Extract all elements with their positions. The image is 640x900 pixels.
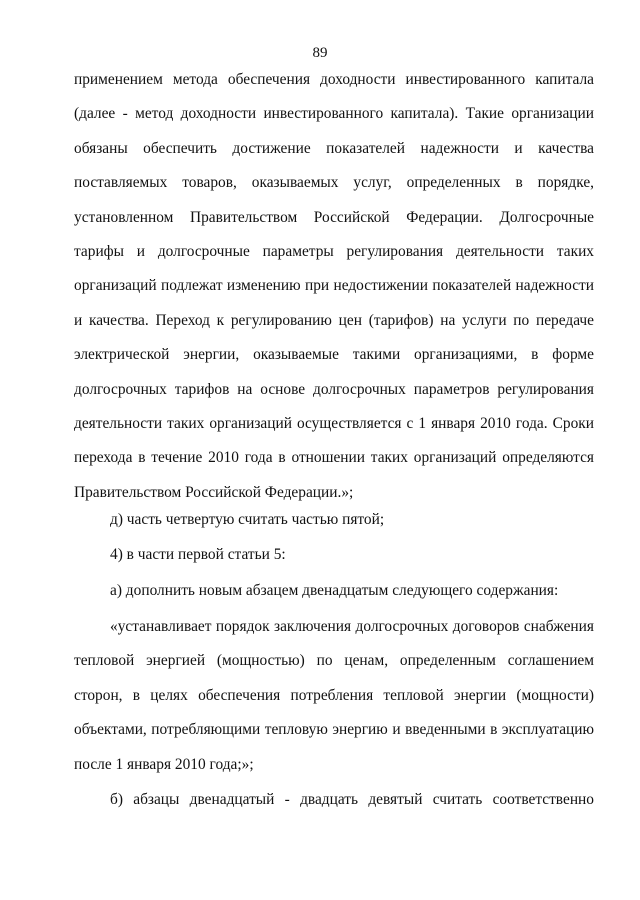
paragraph-continuation: применением метода обеспечения доходности инвестированного капитала (далее - метод доходности инвестированного капитала). Такие организации обязаны обеспечить достижение показателей надежности и качества поставляемых товаров, оказываемых услуг, определенных в порядке, установленном Правительством Российской Федерации. Долгосрочные тарифы и долгосрочные параметры регулирования деятельности таких организаций подлежат изменению при недостижении показателей надежности и качества. Переход к регулированию цен (тарифов) на услуги по передаче электрической энергии, оказываемые такими организациями, в форме долгосрочных тарифов на основе долгосрочных параметров регулирования деятельности таких организаций осуществляется с 1 января 2010 года. Сроки перехода в течение 2010 года в отношении таких организаций определяются Правительством Российской Федерации.»; (74, 71, 594, 501)
paragraph-item-d: д) часть четвертую считать частью пятой; (110, 511, 385, 528)
paragraph-item-b: б) абзацы двенадцатый - двадцать девятый считать соответственно (110, 791, 594, 808)
paragraph-item-4: 4) в части первой статьи 5: (110, 546, 286, 563)
page-number: 89 (312, 45, 328, 61)
paragraph-item-a: а) дополнить новым абзацем двенадцатым следующего содержания: (110, 582, 559, 599)
paragraph-quote: «устанавливает порядок заключения долгосрочных договоров снабжения тепловой энергией (мощностью) по ценам, определенным соглашением сторон, в целях обеспечения потребления тепловой энергии (мощности) объектами, потребляющими тепловую энергию и введенными в эксплуатацию после 1 января 2010 года;»; (74, 618, 594, 773)
